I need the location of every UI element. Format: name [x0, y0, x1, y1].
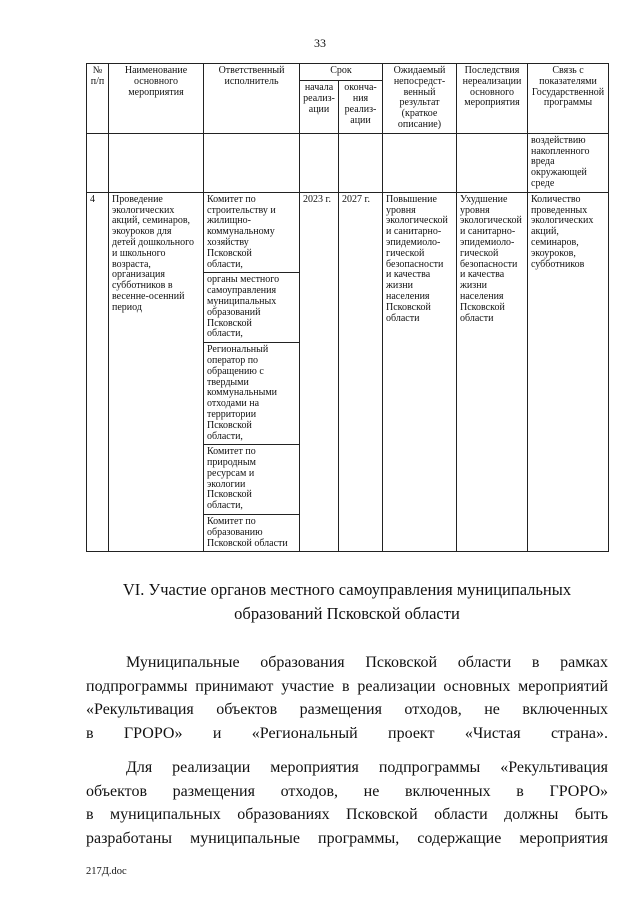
cell-expected-line: жизни — [386, 280, 413, 292]
responsible-org-line: экологии — [207, 478, 246, 490]
responsible-org-line: ресурсам и — [207, 467, 255, 479]
responsible-org-line: Региональный — [207, 344, 269, 356]
cell-empty — [300, 133, 339, 192]
table-row — [87, 192, 609, 552]
responsible-org-line: природным — [207, 457, 256, 469]
cell-link-continuation-line: накопленного — [531, 145, 590, 157]
header-expected-line: венный — [403, 86, 436, 98]
header-name — [109, 64, 204, 134]
header-name-line: Наименование — [124, 65, 188, 76]
responsible-org-line: Псковской области — [207, 537, 288, 549]
cell-expected-line: эпидемиоло- — [386, 236, 441, 248]
cell-link-continuation-line: воздействию — [531, 134, 586, 146]
cell-link-continuation-line: среде — [531, 177, 555, 189]
cell-start: 2023 г. — [300, 192, 339, 552]
cell-expected-line: и санитарно- — [386, 226, 442, 238]
cell-consequences-line: Ухудшение — [460, 193, 508, 205]
cell-consequences-line: и санитарно- — [460, 226, 516, 238]
cell-empty — [204, 133, 300, 192]
header-link — [528, 64, 609, 134]
cell-consequences-line: экологической — [460, 215, 522, 227]
header-term-start-line: начала — [304, 82, 334, 94]
header-term-end-line: оконча- — [344, 82, 377, 94]
paragraph-line: в муниципальных образованиях Псковской области должны быть — [86, 806, 608, 823]
paragraph-line: Для реализации мероприятия подпрограммы «Рекультивация — [126, 759, 608, 776]
header-link-line: Государственной — [531, 86, 605, 98]
cell-link-line: семинаров, — [531, 236, 579, 248]
responsible-org-line: коммунальному — [207, 226, 275, 238]
responsible-org-line: Комитет по — [207, 446, 256, 458]
cell-link-continuation-line: окружающей — [531, 167, 587, 179]
cell-consequences-line: гической — [460, 247, 499, 259]
cell-consequences-line: эпидемиоло- — [460, 236, 515, 248]
cell-measure-name-line: детей дошкольного — [112, 236, 194, 248]
header-name-line: основного — [134, 75, 178, 87]
cell-expected — [383, 192, 457, 552]
cell-measure-name-line: возраста, — [112, 258, 151, 270]
header-consequences-line: мероприятия — [464, 97, 520, 109]
responsible-org-line: жилищно- — [207, 215, 251, 227]
header-term-start — [300, 81, 339, 134]
cell-consequences-line: безопасности — [460, 258, 518, 270]
cell-measure-name-line: организация — [112, 269, 165, 281]
responsible-org-line: Псковской — [207, 247, 252, 259]
paragraph-line: «Рекультивация объектов размещения отходов, не включенных — [86, 701, 608, 718]
paragraph-line: подпрограммы принимают участие в реализации основных мероприятий — [86, 677, 608, 695]
header-name-line: мероприятия — [128, 86, 184, 98]
cell-measure-name-line: экологических — [112, 204, 175, 216]
responsible-org — [204, 514, 299, 549]
cell-end: 2027 г. — [339, 192, 383, 552]
cell-measure-name-line: субботников в — [112, 280, 173, 292]
header-expected — [383, 64, 457, 134]
header-term-start-line: ации — [308, 103, 330, 115]
responsible-org-line: твердыми — [207, 376, 249, 388]
cell-expected-line: гической — [386, 247, 425, 259]
header-consequences — [457, 64, 528, 134]
header-link-line: показателями — [539, 75, 597, 87]
header-expected-line: Ожидаемый — [393, 65, 446, 76]
header-term-end-line: ния — [352, 93, 369, 105]
cell-responsible — [204, 192, 300, 552]
header-expected-line: результат — [399, 97, 440, 109]
cell-empty — [109, 133, 204, 192]
responsible-org-line: Комитет по — [207, 193, 256, 205]
cell-expected-line: и качества — [386, 269, 431, 281]
responsible-org-line: коммунальными — [207, 387, 277, 399]
responsible-org-line: Псковской — [207, 489, 252, 501]
responsible-org-line: муниципальных — [207, 295, 277, 307]
cell-link-line: акций, — [531, 226, 559, 238]
responsible-org — [204, 272, 299, 340]
cell-expected-line: экологической — [386, 215, 448, 227]
header-term-start-line: реализ- — [303, 93, 335, 105]
header-responsible-line: исполнитель — [224, 75, 279, 87]
table-row-continuation — [87, 133, 609, 192]
responsible-org-line: Псковской — [207, 317, 252, 329]
responsible-org-line: области, — [207, 258, 243, 270]
cell-link-continuation — [528, 133, 609, 192]
cell-consequences-line: жизни — [460, 280, 487, 292]
cell-expected-line: Повышение — [386, 193, 437, 205]
cell-measure-name-line: экоуроков для — [112, 226, 172, 238]
responsible-org-line: органы местного — [207, 274, 280, 286]
cell-expected-line: населения — [386, 290, 430, 302]
cell-measure-name-line: Проведение — [112, 193, 163, 205]
header-expected-line: описание) — [397, 118, 442, 130]
cell-consequences-line: населения — [460, 290, 504, 302]
header-responsible-line: Ответственный — [218, 65, 285, 76]
section-title — [86, 578, 608, 626]
cell-link-line: экоуроков, — [531, 247, 576, 259]
cell-link-line: Количество — [531, 193, 581, 205]
cell-consequences-line: и качества — [460, 269, 505, 281]
responsible-org-line: отходами на — [207, 398, 260, 410]
cell-expected-line: безопасности — [386, 258, 444, 270]
responsible-org-line: образованию — [207, 526, 263, 538]
responsible-org-line: оператор по — [207, 354, 259, 366]
cell-link-line: проведенных — [531, 204, 588, 216]
header-term: Срок — [300, 64, 383, 81]
header-term-end — [339, 81, 383, 134]
cell-link — [528, 192, 609, 552]
paragraph — [86, 756, 608, 850]
cell-empty — [383, 133, 457, 192]
header-expected-line: (краткое — [401, 108, 438, 120]
responsible-org-line: Псковской — [207, 419, 252, 431]
cell-expected-line: Псковской — [386, 301, 431, 313]
responsible-org-line: области, — [207, 328, 243, 340]
responsible-org-line: образований — [207, 306, 261, 318]
responsible-org-line: обращению с — [207, 365, 264, 377]
cell-num: 4 — [87, 192, 109, 552]
responsible-org-line: области, — [207, 500, 243, 512]
cell-empty — [457, 133, 528, 192]
page-number: 33 — [314, 36, 326, 50]
cell-empty — [339, 133, 383, 192]
responsible-org-line: самоуправления — [207, 285, 277, 297]
cell-empty — [87, 133, 109, 192]
paragraph — [86, 651, 608, 745]
cell-measure-name-line: и школьного — [112, 247, 166, 259]
cell-link-line: субботников — [531, 258, 585, 270]
responsible-org-line: Комитет по — [207, 516, 256, 528]
paragraph-line: разработаны муниципальные программы, содержащие мероприятия — [86, 829, 608, 847]
header-term-end-line: ации — [350, 114, 371, 126]
paragraph-line: Муниципальные образования Псковской области в рамках — [126, 654, 608, 671]
body-text — [86, 651, 608, 861]
cell-measure-name-line: весенне-осенний — [112, 290, 185, 302]
section-title-line: VI. Участие органов местного самоуправления муниципальных — [122, 580, 572, 599]
header-expected-line: непосредст- — [393, 75, 446, 87]
measures-table — [86, 63, 609, 552]
header-link-line: Связь с — [552, 65, 584, 76]
cell-measure-name — [109, 192, 204, 552]
responsible-org-line: области, — [207, 430, 243, 442]
responsible-org-line: территории — [207, 408, 257, 420]
section-title-line: образований Псковской области — [234, 604, 460, 623]
header-num — [87, 64, 109, 134]
cell-expected-line: области — [386, 312, 420, 324]
cell-consequences-line: области — [460, 312, 494, 324]
cell-consequences-line: Псковской — [460, 301, 505, 313]
footer-filename: 217Д.doc — [86, 866, 127, 877]
responsible-org-line: строительству и — [207, 204, 276, 216]
cell-consequences-line: уровня — [460, 204, 490, 216]
cell-link-line: экологических — [531, 215, 594, 227]
cell-expected-line: уровня — [386, 204, 416, 216]
responsible-org-line: хозяйству — [207, 236, 249, 248]
header-num-line: п/п — [90, 75, 105, 87]
responsible-org — [207, 195, 296, 271]
cell-link-continuation-line: вреда — [531, 156, 555, 168]
paragraph-line: в ГРОРО» и «Региональный проект «Чистая страна». — [86, 724, 608, 742]
paragraph-line: объектов размещения отходов, не включенных в ГРОРО» — [86, 782, 608, 800]
header-responsible — [204, 64, 300, 134]
responsible-org — [204, 444, 299, 512]
cell-measure-name-line: акций, семинаров, — [112, 215, 191, 227]
cell-consequences — [457, 192, 528, 552]
header-link-line: программы — [543, 97, 593, 109]
responsible-org — [204, 342, 299, 442]
header-consequences-line: основного — [470, 86, 514, 98]
header-num-line: № — [92, 65, 103, 76]
header-consequences-line: нереализации — [462, 75, 522, 87]
header-consequences-line: Последствия — [464, 65, 520, 76]
header-term-end-line: реализ- — [344, 103, 377, 115]
cell-measure-name-line: период — [112, 301, 142, 313]
